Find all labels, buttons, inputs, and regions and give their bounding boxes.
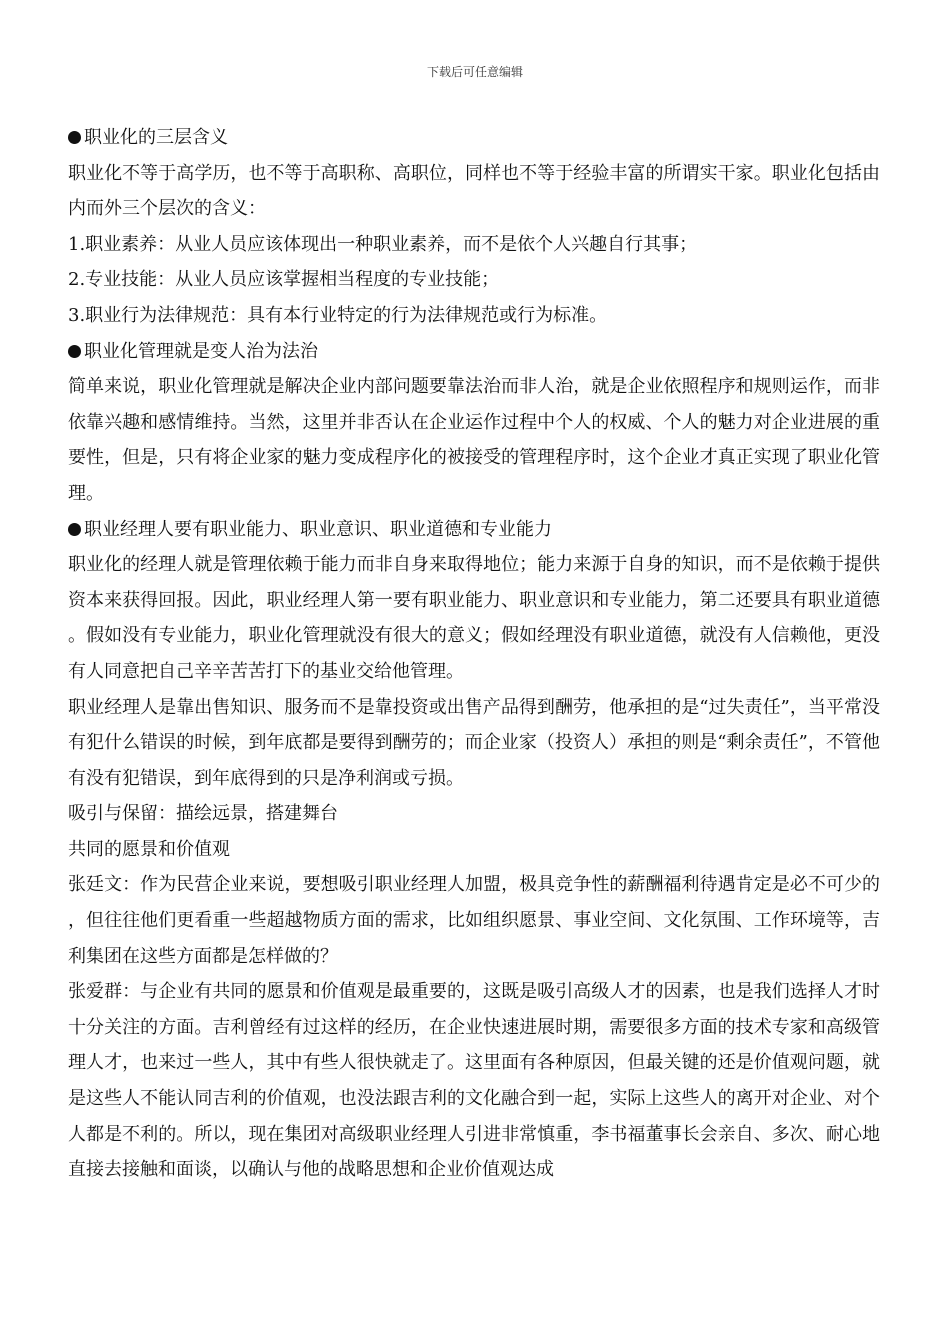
list-item-3: 3.职业行为法律规范：具有本行业特定的行为法律规范或行为标准。 (68, 304, 608, 326)
bullet-icon (68, 523, 81, 536)
list-item-1: 1.职业素养：从业人员应该体现出一种职业素养，而不是依个人兴趣自行其事； (68, 233, 698, 255)
heading-text: 职业化的三层含义 (84, 127, 228, 148)
heading-text: 职业经理人要有职业能力、职业意识、职业道德和专业能力 (84, 518, 552, 540)
paragraph-8: 张爱群：与企业有共同的愿景和价值观是最重要的，这既是吸引高级人才的因素，也是我们选择人才时十分关注的方面。吉利曾经有过这样的经历，在企业快速进展时期，需要很多方面的技术专家和高级管理人才，也来过一些人，其中有些人很快就走了。这里面有各种原因，但最关键的还是价值观问题，就是这些人不能认同吉利的价值观，也没法跟吉利的文化融合到一起，实际上这些人的离开对企业、对个人都是不利的。所以，现在集团对高级职业经理人引进非常慎重，李书福董事长会亲自、多次、耐心地直接去接触和面谈，以确认与他的战略思想和企业价值观达成 (68, 981, 880, 1181)
heading-text: 职业化管理就是变人治为法治 (84, 340, 318, 362)
paragraph-7: 张廷文：作为民营企业来说，要想吸引职业经理人加盟，极具竞争性的薪酬福利待遇肯定是必不可少的，但往往他们更看重一些超越物质方面的需求，比如组织愿景、事业空间、文化氛围、工作环境等，吉利集团在这些方面都是怎样做的？ (68, 874, 880, 967)
paragraph-3: 职业化的经理人就是管理依赖于能力而非自身来取得地位；能力来源于自身的知识，而不是依赖于提供资本来获得回报。因此，职业经理人第一要有职业能力、职业意识和专业能力，第二还要具有职业道德。假如没有专业能力，职业化管理就没有很大的意义；假如经理没有职业道德，就没有人信赖他，更没有人同意把自己辛辛苦苦打下的基业交给他管理。 (68, 554, 880, 682)
paragraph-5: 吸引与保留：描绘远景，搭建舞台 (68, 803, 338, 825)
paragraph-2: 简单来说，职业化管理就是解决企业内部问题要靠法治而非人治，就是企业依照程序和规则运作，而非依靠兴趣和感情维持。当然，这里并非否认在企业运作过程中个人的权威、个人的魅力对企业进展的重要性，但是，只有将企业家的魅力变成程序化的被接受的管理程序时，这个企业才真正实现了职业化管理。 (68, 376, 880, 504)
section-heading-3 (68, 512, 880, 548)
paragraph-1: 职业化不等于高学历，也不等于高职称、高职位，同样也不等于经验丰富的所谓实干家。职业化包括由内而外三个层次的含义： (68, 162, 880, 220)
paragraph-6: 共同的愿景和价值观 (68, 838, 230, 860)
paragraph-4: 职业经理人是靠出售知识、服务而不是靠投资或出售产品得到酬劳，他承担的是“过失责任”，当平常没有犯什么错误的时候，到年底都是要得到酬劳的；而企业家（投资人）承担的则是“剩余责任”，不管他有没有犯错误，到年底得到的只是净利润或亏损。 (68, 696, 880, 789)
section-heading-2 (68, 334, 880, 370)
bullet-icon (68, 345, 81, 358)
bullet-icon (68, 131, 81, 144)
page-header (0, 64, 950, 80)
list-item-2: 2.专业技能：从业人员应该掌握相当程度的专业技能； (68, 269, 500, 291)
header-caption: 下载后可任意编辑 (426, 65, 523, 79)
document-body (68, 120, 880, 1188)
section-heading-1 (68, 120, 880, 156)
